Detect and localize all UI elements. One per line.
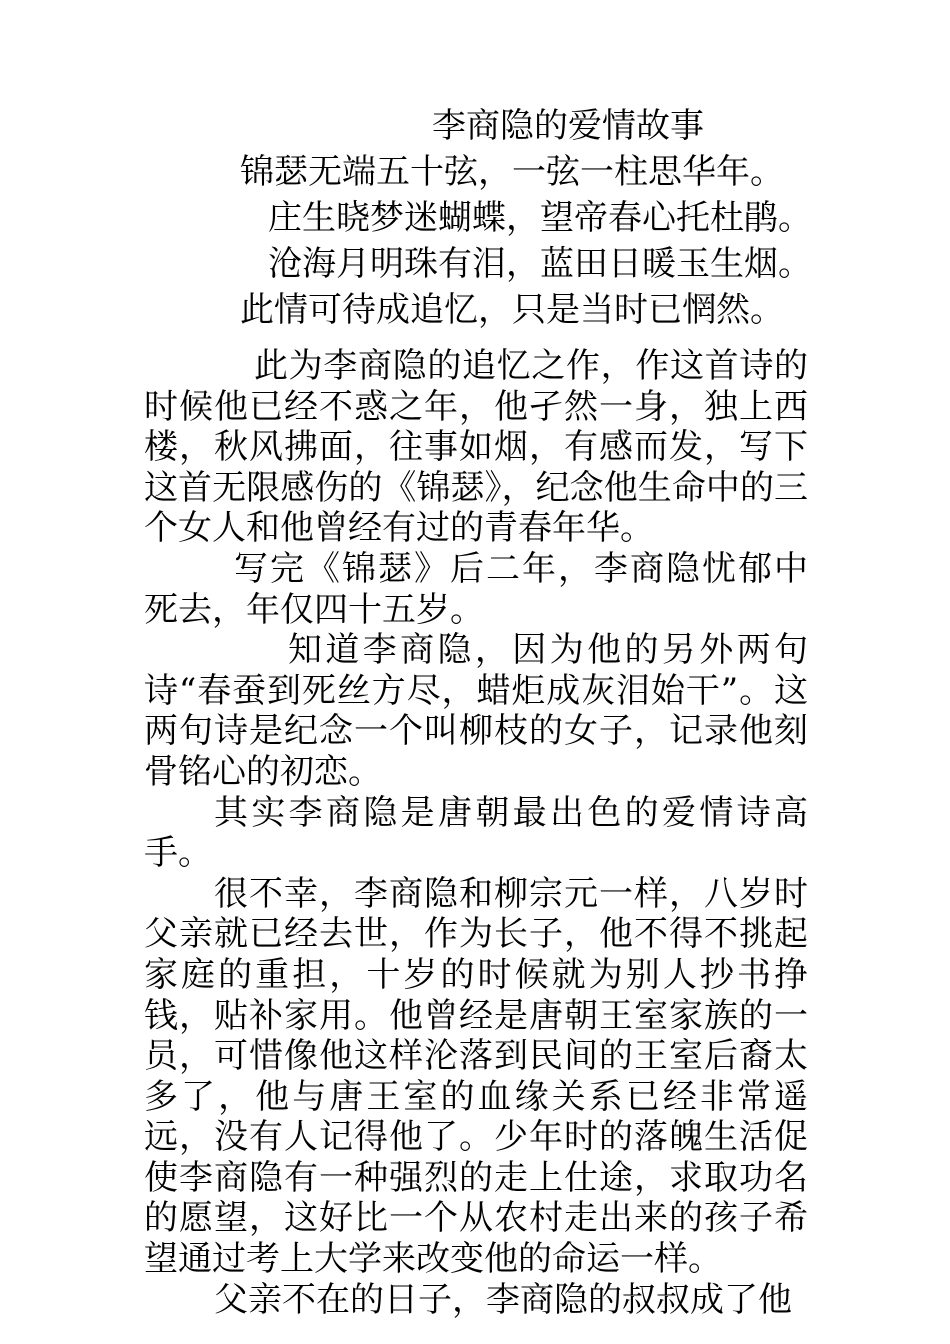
poem-line-2: 庄生晓梦迷蝴蝶，望帝春心托杜鹃。	[268, 198, 812, 238]
body-text	[144, 346, 808, 1320]
document-title: 李商隐的爱情故事	[432, 106, 704, 146]
paragraph-6: 父亲不在的日子，李商隐的叔叔成了他	[214, 1279, 792, 1320]
poem-line-3: 沧海月明珠有泪，蓝田日暖玉生烟。	[268, 244, 812, 284]
paragraph-2: 写完《锦瑟》后二年，李商隐忧郁中死去，年仅四十五岁。	[144, 548, 808, 630]
paragraph-5: 很不幸，李商隐和柳宗元一样，八岁时父亲就已经去世，作为长子，他不得不挑起家庭的重担，十岁的时候就为别人抄书挣钱，贴补家用。他曾经是唐朝王室家族的一员，可惜像他这样沦落到民间的王室后裔太多了，他与唐王室的血缘关系已经非常遥远，没有人记得他了。少年时的落魄生活促使李商隐有一种强烈的走上仕途，求取功名的愿望，这好比一个从农村走出来的孩子希望通过考上大学来改变他的命运一样。	[144, 873, 808, 1280]
paragraph-1: 此为李商隐的追忆之作，作这首诗的时候他已经不惑之年，他孑然一身，独上西楼，秋风拂面，往事如烟，有感而发，写下这首无限感伤的《锦瑟》，纪念他生命中的三个女人和他曾经有过的青春年华。	[144, 346, 808, 549]
poem-line-4: 此情可待成追忆，只是当时已惘然。	[240, 290, 784, 330]
paragraph-4: 其实李商隐是唐朝最出色的爱情诗高手。	[144, 792, 808, 874]
poem-line-1: 锦瑟无端五十弦，一弦一柱思华年。	[240, 152, 784, 192]
paragraph-3: 知道李商隐，因为他的另外两句诗“春蚕到死丝方尽，蜡炬成灰泪始干”。这两句诗是纪念一个叫柳枝的女子，记录他刻骨铭心的初恋。	[144, 630, 808, 792]
